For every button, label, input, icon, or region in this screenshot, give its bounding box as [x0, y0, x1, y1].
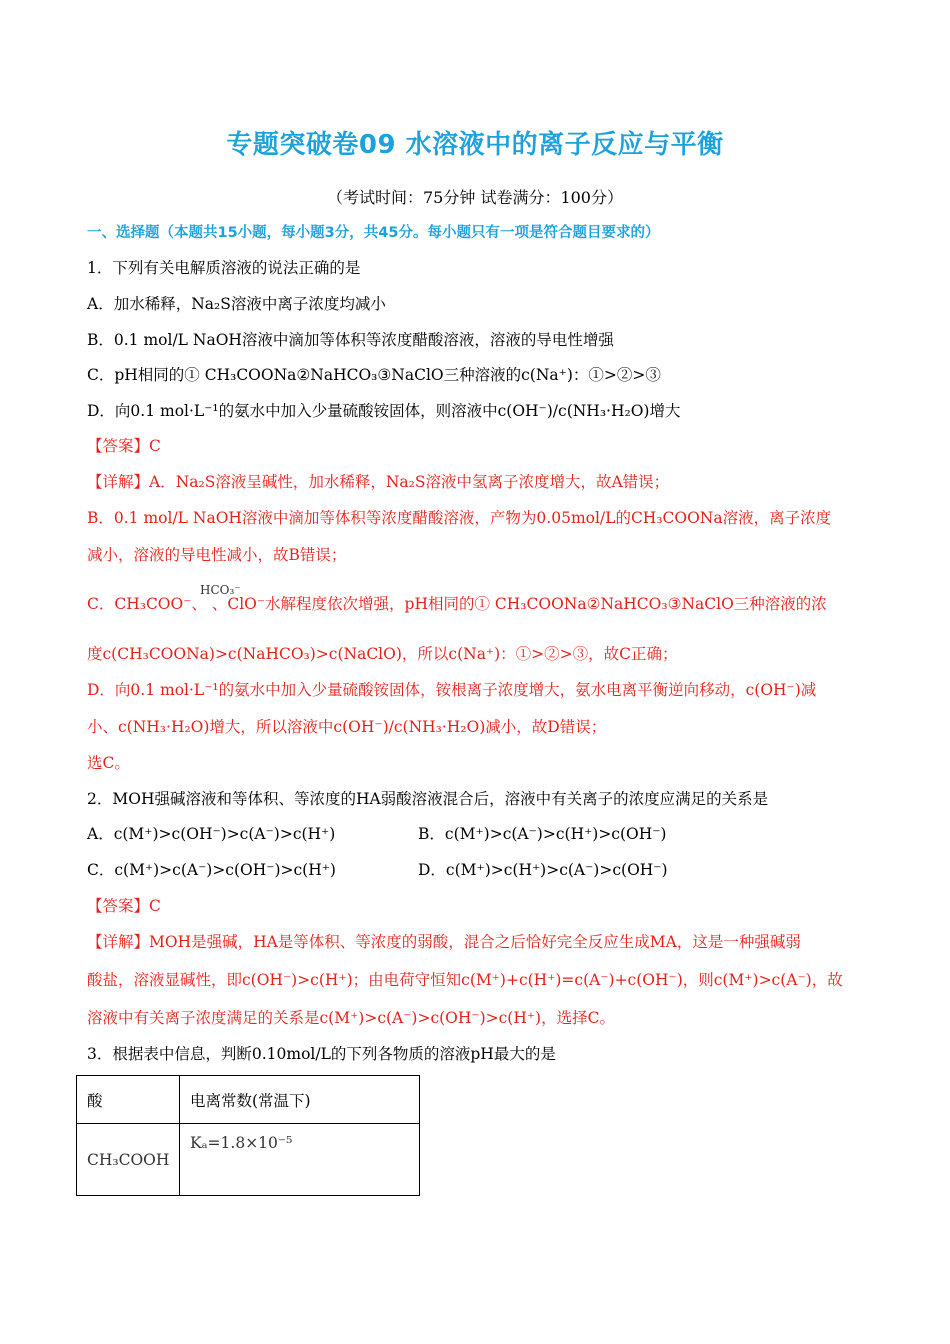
q2-option-a: A．c(M⁺)>c(OH⁻)>c(A⁻)>c(H⁺) [87, 825, 336, 843]
q2-explanation-1: 【详解】MOH是强碱，HA是等体积、等浓度的弱酸，混合之后恰好完全反应生成MA，这是一种强碱弱 [87, 933, 801, 951]
q1-explanation-c2: 度c(CH₃COONa)>c(NaHCO₃)>c(NaClO)，所以c(Na⁺)：①>②>③，故C正确； [87, 645, 678, 663]
exam-info: （考试时间：75分钟 试卷满分：100分） [327, 188, 623, 207]
q1-option-b: B．0.1 mol/L NaOH溶液中滴加等体积等浓度醋酸溶液，溶液的导电性增强 [87, 331, 614, 349]
q1-option-d: D．向0.1 mol·L⁻¹的氨水中加入少量硫酸铵固体，则溶液中c(OH⁻)/c(NH₃·H₂O)增大 [87, 402, 681, 420]
header-acid: 酸 [77, 1076, 180, 1124]
q2-explanation-2: 酸盐，溶液显碱性，即c(OH⁻)>c(H⁺)；由电荷守恒知c(M⁺)+c(H⁺)=c(A⁻)+c(OH⁻)，则c(M⁺)>c(A⁻)，故 [87, 971, 843, 989]
q1-explanation-d2: 小、c(NH₃·H₂O)增大，所以溶液中c(OH⁻)/c(NH₃·H₂O)减小，故D错误； [87, 718, 607, 736]
table-row [77, 1124, 420, 1196]
q1-conclusion: 选C。 [87, 754, 130, 772]
q1-explanation-c1: C．CH₃COO⁻、 、ClO⁻水解程度依次增强，pH相同的① CH₃COONa②NaHCO₃③NaClO三种溶液的浓 [87, 595, 827, 613]
table-header-row [77, 1076, 420, 1124]
acid-constant-table [76, 1075, 420, 1196]
q2-option-b: B．c(M⁺)>c(A⁻)>c(H⁺)>c(OH⁻) [418, 825, 667, 843]
q2-option-c: C．c(M⁺)>c(A⁻)>c(OH⁻)>c(H⁺) [87, 861, 336, 879]
q1-stem: 1．下列有关电解质溶液的说法正确的是 [87, 259, 361, 277]
q1-answer: 【答案】C [87, 437, 161, 455]
acid-name-cell: CH₃COOH [77, 1124, 180, 1196]
q2-answer: 【答案】C [87, 897, 161, 915]
header-constant: 电离常数(常温下) [180, 1076, 420, 1124]
q2-stem: 2．MOH强碱溶液和等体积、等浓度的HA弱酸溶液混合后，溶液中有关离子的浓度应满足的关系是 [87, 790, 769, 808]
q3-stem: 3．根据表中信息，判断0.10mol/L的下列各物质的溶液pH最大的是 [87, 1045, 556, 1063]
q1-explanation-a: 【详解】A．Na₂S溶液呈碱性，加水稀释，Na₂S溶液中氢离子浓度增大，故A错误； [87, 473, 670, 491]
q2-explanation-3: 溶液中有关离子浓度满足的关系是c(M⁺)>c(A⁻)>c(OH⁻)>c(H⁺)，选择C。 [87, 1009, 615, 1027]
hco3-formula: HCO₃⁻ [200, 583, 241, 597]
section-heading: 一、选择题（本题共15小题，每小题3分，共45分。每小题只有一项是符合题目要求的） [87, 225, 660, 241]
q1-option-a: A．加水稀释，Na₂S溶液中离子浓度均减小 [87, 295, 386, 313]
q2-option-d: D．c(M⁺)>c(H⁺)>c(A⁻)>c(OH⁻) [418, 861, 668, 879]
page-title: 专题突破卷09 水溶液中的离子反应与平衡 [226, 130, 724, 160]
constant-value-cell: Kₐ=1.8×10⁻⁵ [180, 1124, 420, 1196]
q1-option-c: C．pH相同的① CH₃COONa②NaHCO₃③NaClO三种溶液的c(Na⁺)：①>②>③ [87, 366, 661, 384]
q1-explanation-d1: D．向0.1 mol·L⁻¹的氨水中加入少量硫酸铵固体，铵根离子浓度增大，氨水电离平衡逆向移动，c(OH⁻)减 [87, 681, 817, 699]
q1-explanation-b2: 减小，溶液的导电性减小，故B错误； [87, 546, 347, 564]
q1-explanation-b1: B．0.1 mol/L NaOH溶液中滴加等体积等浓度醋酸溶液，产物为0.05mol/L的CH₃COONa溶液，离子浓度 [87, 509, 832, 527]
